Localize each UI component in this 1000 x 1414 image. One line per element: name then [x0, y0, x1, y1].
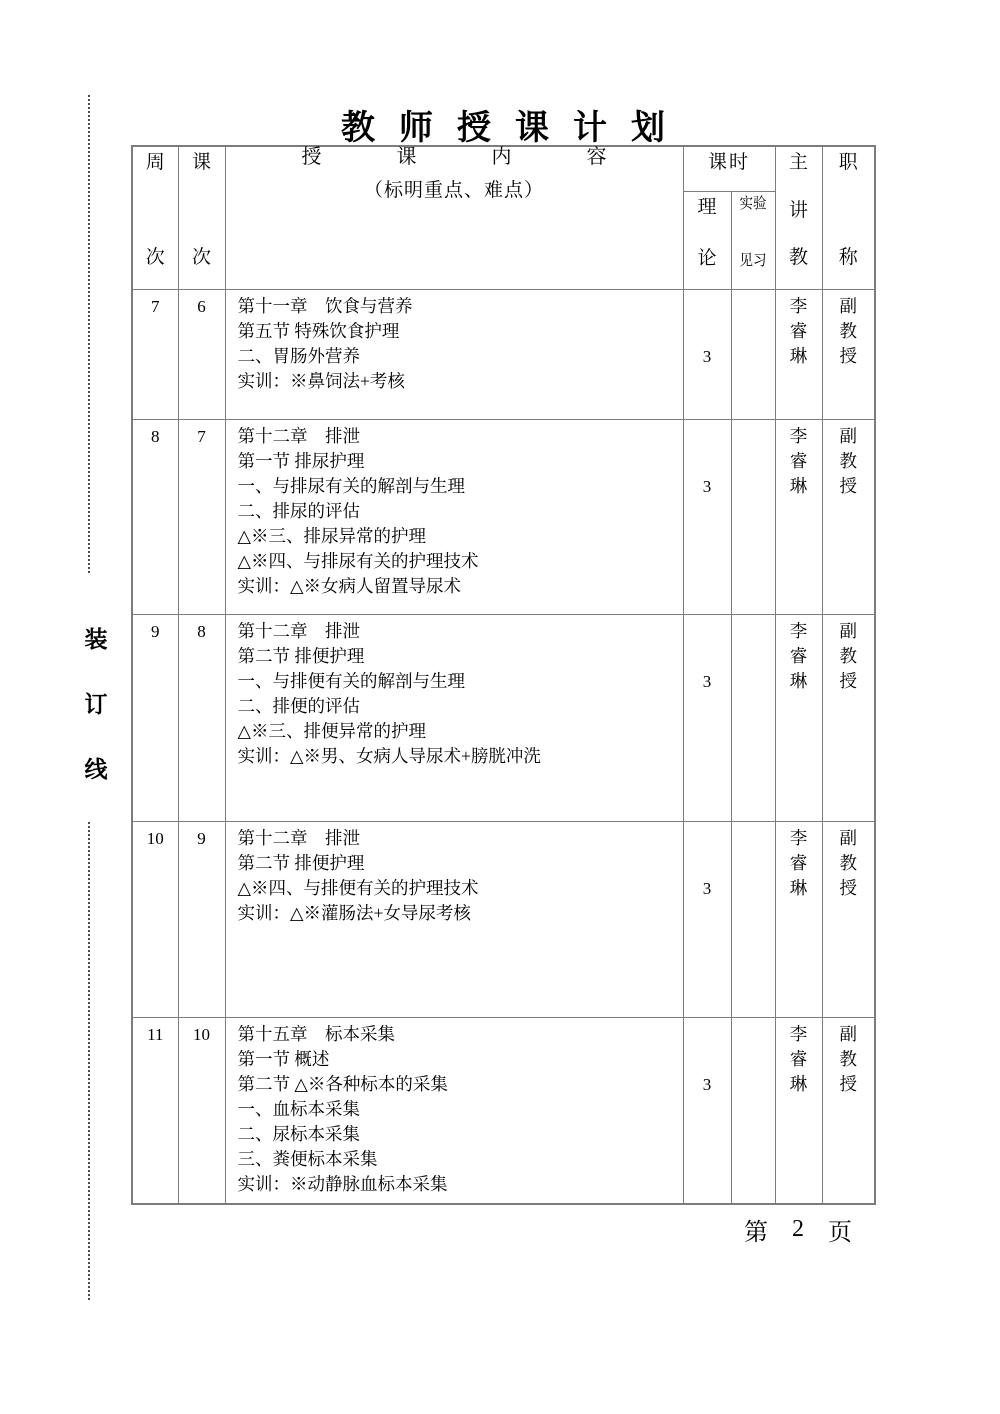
practice-hours-cell — [731, 419, 775, 614]
header-lesson-top: 课 — [191, 152, 211, 173]
rank-cell — [822, 614, 875, 821]
binding-dotted-line-bottom — [88, 822, 90, 1300]
page-footer-suffix: 页 — [828, 1220, 852, 1246]
header-hours-cell — [683, 146, 775, 191]
binding-line-label — [82, 621, 110, 784]
content-cell — [225, 419, 683, 614]
week-number: 7 — [151, 296, 160, 316]
content-line: 实训：△※女病人留置导尿术 — [237, 575, 461, 596]
practice-hours-cell — [731, 614, 775, 821]
rank-value: 副教授 — [839, 827, 857, 898]
content-line: 三、粪便标本采集 — [237, 1148, 378, 1169]
table-row — [132, 289, 875, 419]
theory-hours-value: 3 — [702, 476, 712, 496]
content-line: 第一节 排尿护理 — [237, 450, 365, 471]
theory-hours-value: 3 — [702, 878, 712, 898]
content-cell — [225, 821, 683, 1017]
lesson-number: 6 — [197, 296, 206, 316]
content-line: 二、排尿的评估 — [237, 500, 360, 521]
practice-hours-cell — [731, 1017, 775, 1204]
content-line: 一、与排便有关的解剖与生理 — [237, 670, 465, 691]
header-week-bottom: 次 — [145, 247, 165, 268]
header-week-cell — [132, 146, 178, 289]
theory-hours-cell — [683, 1017, 731, 1204]
week-number: 8 — [151, 426, 160, 446]
theory-hours-value: 3 — [702, 1074, 712, 1094]
header-content-cell — [225, 146, 683, 289]
rank-cell — [822, 289, 875, 419]
header-practice-top: 实验 — [739, 195, 767, 212]
lesson-cell — [178, 1017, 225, 1204]
lesson-cell — [178, 289, 225, 419]
header-teacher-char-3: 教 — [788, 247, 808, 268]
header-theory-cell — [683, 191, 731, 289]
page-footer — [744, 1212, 852, 1247]
content-line: 第十五章 标本采集 — [237, 1023, 395, 1044]
theory-hours-cell — [683, 614, 731, 821]
content-cell — [225, 289, 683, 419]
content-line: 二、胃肠外营养 — [237, 345, 360, 366]
theory-hours-value: 3 — [702, 346, 712, 366]
page-number: 2 — [792, 1216, 804, 1242]
header-theory-top: 理 — [697, 196, 717, 218]
theory-hours-value: 3 — [702, 671, 712, 691]
teacher-name: 李睿琳 — [789, 620, 808, 691]
table-row — [132, 614, 875, 821]
week-cell — [132, 614, 178, 821]
content-cell — [225, 614, 683, 821]
header-lesson-cell — [178, 146, 225, 289]
header-theory-bottom: 论 — [697, 247, 717, 269]
lecture-plan-table — [131, 145, 876, 1205]
theory-hours-cell — [683, 289, 731, 419]
content-line: △※三、排尿异常的护理 — [237, 525, 426, 546]
content-line: △※四、与排便有关的护理技术 — [237, 877, 479, 898]
lesson-number: 10 — [193, 1024, 210, 1044]
week-cell — [132, 289, 178, 419]
week-cell — [132, 821, 178, 1017]
binding-char-3: 线 — [84, 756, 108, 782]
header-week-top: 周 — [145, 152, 165, 173]
content-line: 第五节 特殊饮食护理 — [237, 320, 400, 341]
week-cell — [132, 419, 178, 614]
lesson-number: 8 — [197, 621, 206, 641]
content-line: 二、尿标本采集 — [237, 1123, 360, 1144]
rank-value: 副教授 — [839, 425, 857, 496]
week-number: 10 — [146, 828, 164, 848]
teacher-cell — [775, 614, 822, 821]
teacher-name: 李睿琳 — [789, 827, 808, 898]
theory-hours-cell — [683, 419, 731, 614]
lesson-number: 9 — [197, 828, 206, 848]
lesson-cell — [178, 614, 225, 821]
content-line: 实训：※动静脉血标本采集 — [237, 1173, 448, 1194]
lesson-cell — [178, 419, 225, 614]
header-teacher-cell — [775, 146, 822, 289]
rank-value: 副教授 — [839, 295, 857, 366]
content-line: 第十二章 排泄 — [237, 425, 360, 446]
week-cell — [132, 1017, 178, 1204]
content-line: 第十二章 排泄 — [237, 827, 360, 848]
teacher-name: 李睿琳 — [789, 1023, 808, 1094]
content-line: △※三、排便异常的护理 — [237, 720, 426, 741]
lesson-cell — [178, 821, 225, 1017]
teacher-cell — [775, 1017, 822, 1204]
theory-hours-cell — [683, 821, 731, 1017]
week-number: 11 — [147, 1024, 164, 1044]
page-title: 教师授课计划 — [341, 109, 689, 147]
table-row — [132, 1017, 875, 1204]
header-practice-bottom: 见习 — [739, 252, 767, 269]
rank-cell — [822, 821, 875, 1017]
table-row — [132, 821, 875, 1017]
teacher-cell — [775, 419, 822, 614]
content-cell — [225, 1017, 683, 1204]
week-number: 9 — [151, 621, 160, 641]
binding-char-2: 订 — [84, 691, 108, 717]
practice-hours-cell — [731, 821, 775, 1017]
content-line: 第十二章 排泄 — [237, 620, 360, 641]
rank-value: 副教授 — [839, 620, 857, 691]
header-rank-top: 职 — [838, 152, 858, 173]
header-hours-label: 课时 — [707, 152, 750, 173]
rank-cell — [822, 419, 875, 614]
rank-value: 副教授 — [839, 1023, 857, 1094]
content-line: 二、排便的评估 — [237, 695, 360, 716]
header-rank-bottom: 称 — [838, 247, 858, 268]
binding-dotted-line-top — [88, 95, 90, 573]
rank-cell — [822, 1017, 875, 1204]
header-teacher-char-2: 讲 — [788, 199, 808, 221]
header-rank-cell — [822, 146, 875, 289]
teacher-name: 李睿琳 — [789, 425, 808, 496]
content-line: 实训：※鼻饲法+考核 — [237, 370, 405, 391]
content-line: 实训：△※男、女病人导尿术+膀胱冲洗 — [237, 745, 541, 766]
content-line: 第二节 △※各种标本的采集 — [237, 1073, 448, 1094]
content-line: 实训：△※灌肠法+女导尿考核 — [237, 902, 471, 923]
binding-char-1: 装 — [84, 626, 108, 652]
page-footer-prefix: 第 — [744, 1220, 768, 1246]
content-line: 第一节 概述 — [237, 1048, 330, 1069]
table-row — [132, 419, 875, 614]
content-line: 第二节 排便护理 — [237, 852, 365, 873]
practice-hours-cell — [731, 289, 775, 419]
header-content-title: 授课内容 — [301, 146, 682, 168]
lesson-number: 7 — [197, 426, 206, 446]
content-line: 第十一章 饮食与营养 — [237, 295, 413, 316]
header-teacher-char-1: 主 — [788, 152, 808, 173]
header-content-subtitle: （标明重点、难点） — [363, 180, 544, 201]
content-line: 第二节 排便护理 — [237, 645, 365, 666]
content-line: △※四、与排尿有关的护理技术 — [237, 550, 479, 571]
teacher-name: 李睿琳 — [789, 295, 808, 366]
teacher-cell — [775, 289, 822, 419]
header-practice-cell — [731, 191, 775, 289]
content-line: 一、血标本采集 — [237, 1098, 360, 1119]
header-lesson-bottom: 次 — [191, 247, 211, 268]
teacher-cell — [775, 821, 822, 1017]
content-line: 一、与排尿有关的解剖与生理 — [237, 475, 465, 496]
